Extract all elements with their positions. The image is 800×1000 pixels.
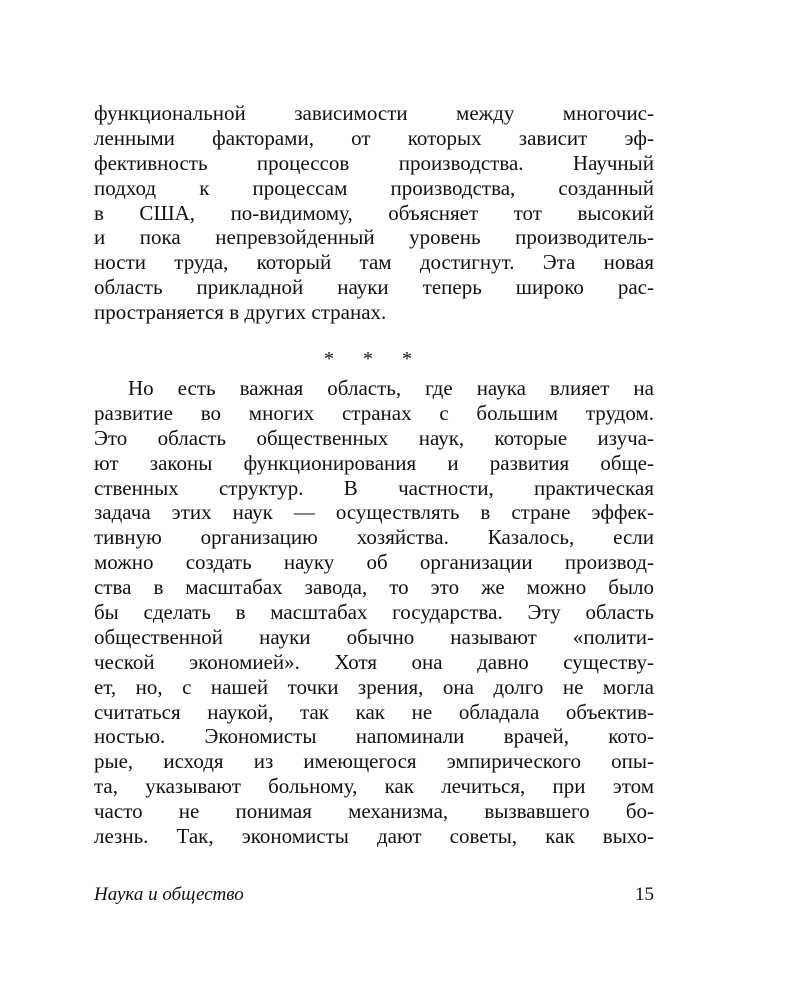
text-line: ностью. Экономисты напоминали врачей, кото- bbox=[94, 724, 654, 749]
text-line: фективность процессов производства. Научный bbox=[94, 150, 654, 175]
text-line: развитие во многих странах с большим трудом. bbox=[94, 400, 654, 425]
text-line: функциональной зависимости между многочис- bbox=[94, 101, 654, 125]
text-line: задача этих наук — осуществлять в стране эффек- bbox=[94, 500, 654, 525]
text-line: Но есть важная область, где наука влияет на bbox=[128, 376, 654, 400]
text-line: ства в масштабах завода, то это же можно было bbox=[94, 575, 654, 600]
section-separator: * * * bbox=[324, 348, 424, 370]
paragraph-main bbox=[94, 376, 654, 849]
text-line: подход к процессам производства, созданный bbox=[94, 175, 654, 200]
text-line: ют законы функционирования и развития обще- bbox=[94, 450, 654, 475]
text-line: область прикладной науки теперь широко рас- bbox=[94, 275, 654, 300]
page-number: 15 bbox=[635, 884, 654, 905]
text-line: ческой экономией». Хотя она давно существу- bbox=[94, 649, 654, 674]
text-line: ственных структур. В частности, практическая bbox=[94, 475, 654, 500]
text-line: и пока непревзойденный уровень производитель- bbox=[94, 225, 654, 250]
text-line: та, указывают больному, как лечиться, при этом bbox=[94, 774, 654, 799]
text-line: часто не понимая механизма, вызвавшего бо- bbox=[94, 799, 654, 824]
text-line: ности труда, который там достигнут. Эта новая bbox=[94, 250, 654, 275]
page-footer bbox=[94, 884, 654, 908]
text-line: пространяется в других странах. bbox=[94, 300, 387, 325]
text-line: в США, по-видимому, объясняет тот высокий bbox=[94, 200, 654, 225]
text-line: бы сделать в масштабах государства. Эту область bbox=[94, 600, 654, 625]
text-line: считаться наукой, так как не обладала объектив- bbox=[94, 699, 654, 724]
text-line: рые, исходя из имеющегося эмпирического опы- bbox=[94, 749, 654, 774]
text-line: ет, но, с нашей точки зрения, она долго не могла bbox=[94, 674, 654, 699]
text-line: Это область общественных наук, которые изуча- bbox=[94, 425, 654, 450]
running-title: Наука и общество bbox=[94, 884, 244, 905]
text-line: ленными факторами, от которых зависит эф- bbox=[94, 125, 654, 150]
text-line: можно создать науку об организации производ- bbox=[94, 550, 654, 575]
text-line: общественной науки обычно называют «полити- bbox=[94, 624, 654, 649]
text-line: тивную организацию хозяйства. Казалось, если bbox=[94, 525, 654, 550]
paragraph-top bbox=[94, 101, 654, 325]
text-line: лезнь. Так, экономисты дают советы, как выхо- bbox=[94, 824, 654, 849]
